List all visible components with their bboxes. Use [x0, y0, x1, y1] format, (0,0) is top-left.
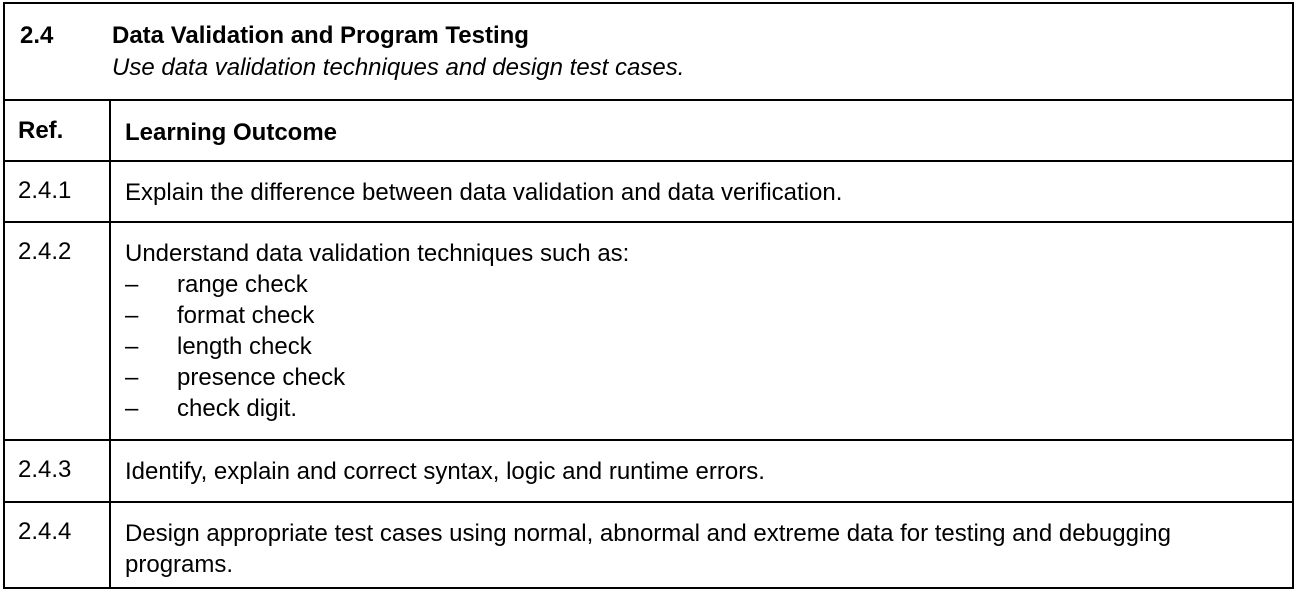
column-divider: [109, 162, 111, 221]
row-outcome: [125, 238, 1272, 424]
column-divider: [109, 503, 111, 587]
column-header-row: [5, 99, 1292, 160]
row-ref: 2.4.3: [18, 456, 72, 483]
row-outcome-intro: Understand data validation techniques such as:: [125, 240, 630, 267]
column-divider: [109, 223, 111, 439]
table-row: [5, 501, 1292, 587]
list-item-text: format check: [177, 302, 315, 329]
list-item: [125, 269, 1272, 300]
list-item-text: length check: [177, 333, 312, 360]
list-item-text: range check: [177, 271, 308, 298]
list-item: [125, 362, 1272, 393]
row-ref: 2.4.2: [18, 238, 72, 265]
dash-marker: –: [125, 271, 139, 298]
column-divider: [109, 441, 111, 501]
list-item: [125, 393, 1272, 424]
outcome-column-header: Learning Outcome: [125, 119, 338, 146]
list-item: [125, 331, 1272, 362]
list-item: [125, 300, 1272, 331]
table-row: [5, 221, 1292, 439]
dash-marker: –: [125, 395, 139, 422]
row-outcome: Explain the difference between data validation and data verification.: [125, 179, 843, 206]
ref-column-header: Ref.: [18, 117, 64, 144]
section-number: 2.4: [20, 22, 54, 49]
dash-marker: –: [125, 333, 139, 360]
dash-marker: –: [125, 302, 139, 329]
table-row: [5, 160, 1292, 221]
section-subtitle: Use data validation techniques and design test cases.: [112, 54, 685, 81]
column-divider: [109, 101, 111, 160]
row-ref: 2.4.4: [18, 518, 72, 545]
table-row: [5, 439, 1292, 501]
section-title: Data Validation and Program Testing: [112, 22, 529, 49]
row-ref: 2.4.1: [18, 177, 72, 204]
row-outcome: Identify, explain and correct syntax, logic and runtime errors.: [125, 458, 765, 485]
dash-marker: –: [125, 364, 139, 391]
section-header-row: [5, 4, 1292, 99]
list-item-text: presence check: [177, 364, 346, 391]
row-outcome: Design appropriate test cases using normal, abnormal and extreme data for testing and debugging programs.: [125, 520, 1171, 578]
learning-outcomes-table: [3, 2, 1294, 589]
list-item-text: check digit.: [177, 395, 298, 422]
validation-technique-list: [125, 269, 1272, 424]
